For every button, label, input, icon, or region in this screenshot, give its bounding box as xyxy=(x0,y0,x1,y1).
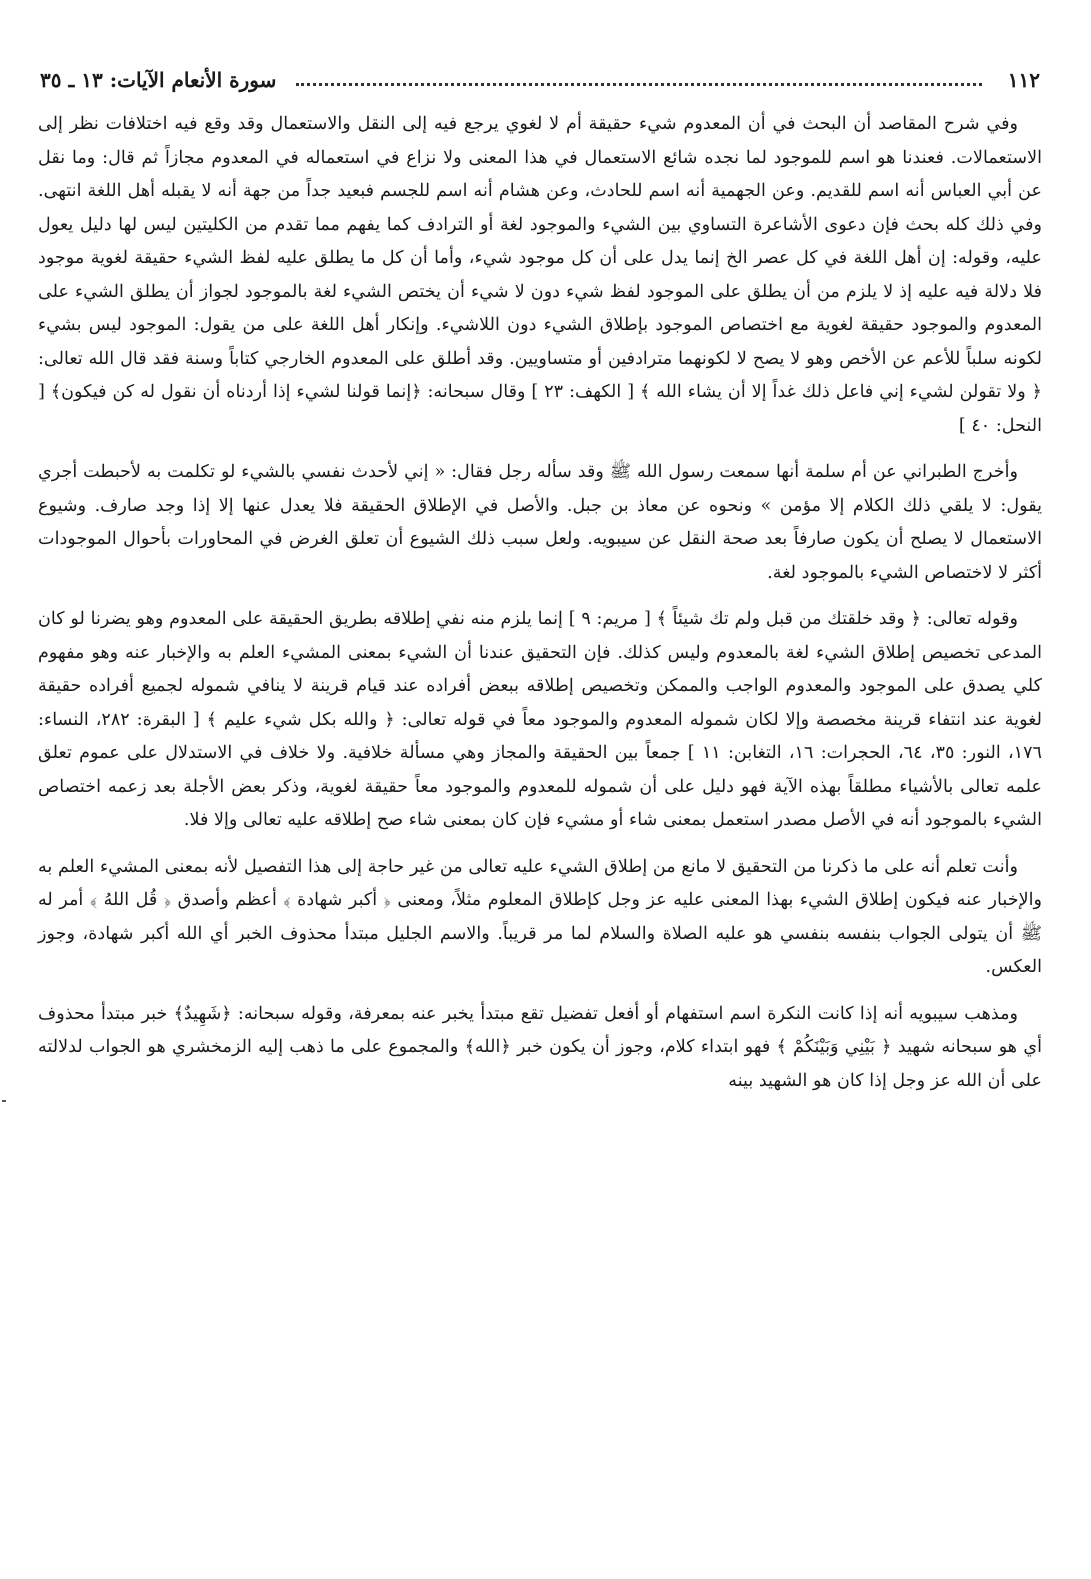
surah-title: سورة الأنعام الآيات: ١٣ ـ ٣٥ xyxy=(40,68,277,92)
paragraph: وقوله تعالى: ﴿ وقد خلقتك من قبل ولم تك شيئاً ﴾ [ مريم: ٩ ] إنما يلزم منه نفي إطلاقه بطريق الحقيقة على المعدوم وهو يضرنا لو كان المدعى تخصيص إطلاق الشيء لغة بالمعدوم وليس كذلك. فإن التحقيق عندنا أن الشيء بمعنى المشيء العلم به والإخبار عنه وهو مفهوم كلي يصدق على الموجود والمعدوم الواجب والممكن وتخصيص إطلاقه ببعض أفراده عند قيام قرينة لا ينافي شموله لجميع أفراده حقيقة لغوية عند انتفاء قرينة مخصصة وإلا لكان شموله المعدوم والموجود معاً في قوله تعالى: ﴿ والله بكل شيء عليم ﴾ [ البقرة: ٢٨٢، النساء: ١٧٦، النور: ٣٥، ٦٤، الحجرات: ١٦، التغابن: ١١ ] جمعاً بين الحقيقة والمجاز وهي مسألة خلافية. ولا خلاف في الاستدلال على عموم تعلق علمه تعالى بالأشياء مطلقاً بهذه الآية فهو دليل على أن شموله للمعدوم والموجود معاً حقيقة لغوية، وذكر بعض الأجلة بعد زعمه اختصاص الشيء بالموجود أنه في الأصل مصدر استعمل بمعنى شاء أو مشيء فإن كان بمعنى شاء صح إطلاقه عليه تعالى وإلا فلا. xyxy=(38,609,1043,830)
header-dotted-leader xyxy=(296,83,981,86)
paragraph: وأخرج الطبراني عن أم سلمة أنها سمعت رسول الله ﷺ وقد سأله رجل فقال: « إني لأحدث نفسي بالشيء لو تكلمت به لأحبطت أجري يقول: لا يلقي ذلك الكلام إلا مؤمن » ونحوه عن معاذ بن جبل. والأصل في الإطلاق الحقيقة فلا يعدل عنها إلا إذا وجد صارف. وشيوع الاستعمال لا يصلح أن يكون صارفاً بعد صحة النقل عن سيبويه. ولعل سبب ذلك الشيوع أن تعلق الغرض في المحاورات بأحوال الموجودات أكثر لا لاختصاص الشيء بالموجود لغة. xyxy=(38,462,1042,583)
paragraph: وأنت تعلم أنه على ما ذكرنا من التحقيق لا مانع من إطلاق الشيء عليه تعالى من غير حاجة إلى هذا التفصيل لأنه بمعنى المشيء العلم به والإخبار عنه فيكون إطلاق الشيء بهذا المعنى عليه عز وجل كإطلاق المعلوم مثلاً، ومعنى ﴿ أكبر شهادة ﴾ أعظم وأصدق ﴿ قُل اللهُ ﴾ أمر له ﷺ أن يتولى الجواب بنفسه بنفسي هو عليه الصلاة والسلام لما مر قريباً. والاسم الجليل مبتدأ محذوف الخبر أي الله أكبر شهادة، وجوز العكس. xyxy=(38,856,1042,977)
paragraph: ومذهب سيبويه أنه إذا كانت النكرة اسم استفهام أو أفعل تفضيل تقع مبتدأ يخبر عنه بمعرفة، وقوله سبحانه: ﴿شَهِيدٌ﴾ خبر مبتدأ محذوف أي هو سبحانه شهيد ﴿ بَيْنِي وَبَيْنَكُمْ ﴾ فهو ابتداء كلام، وجوز أن يكون خبر ﴿الله﴾ والمجموع على ما ذهب إليه الزمخشري هو الجواب لدلالته على أن الله عز وجل إذا كان هو الشهيد بينه xyxy=(38,1003,1042,1091)
page-body xyxy=(38,108,1042,1098)
margin-mark xyxy=(2,1100,6,1102)
paragraph: وفي شرح المقاصد أن البحث في أن المعدوم شيء حقيقة أم لا لغوي يرجع فيه إلى النقل والاستعمال وقد وقع فيه اختلافات نظر إلى الاستعمالات. فعندنا هو اسم للموجود لما نجده شائع الاستعمال في هذا المعنى ولا نزاع في استعماله في المعدوم مجازاً ثم قال: وما نقل عن أبي العباس أنه اسم للقديم. وعن الجهمية أنه اسم للحادث، وعن هشام أنه اسم للجسم فبعيد جداً من جهة أنه لا يقبله أهل اللغة انتهى. وفي ذلك كله بحث فإن دعوى الأشاعرة التساوي بين الشيء والموجود لغة أو الترادف كما يفهم مما تقدم من الكليتين ليس لها دليل يعول عليه، وقوله: إن أهل اللغة في كل عصر الخ إنما يدل على أن كل موجود شيء، وأما أن كل ما يطلق عليه لفظ الشيء حقيقة لغوية موجود فلا دلالة فيه عليه إذ لا يلزم من أن يطلق على الموجود لفظ شيء دون لا شيء أن يختص الشيء لغة بالموجود لجواز أن يطلق الشيء على المعدوم والموجود حقيقة لغوية مع اختصاص الموجود بإطلاق الشيء دون اللاشيء. وإنكار أهل اللغة على من يقول: الموجود ليس بشيء لكونه سلباً للأعم عن الأخص وهو لا يصح لا لكونهما مترادفين أو متساويين. وقد أطلق على المعدوم الخارجي كتاباً وسنة فقد قال الله تعالى: ﴿ ولا تقولن لشيء إني فاعل ذلك غداً إلا أن يشاء الله ﴾ [ الكهف: ٢٣ ] وقال سبحانه: ﴿إنما قولنا لشيء إذا أردناه أن نقول له كن فيكون﴾ [ النحل: ٤٠ ] xyxy=(38,114,1042,436)
page-number: ١١٢ xyxy=(1007,68,1040,92)
page-header xyxy=(40,60,1040,100)
